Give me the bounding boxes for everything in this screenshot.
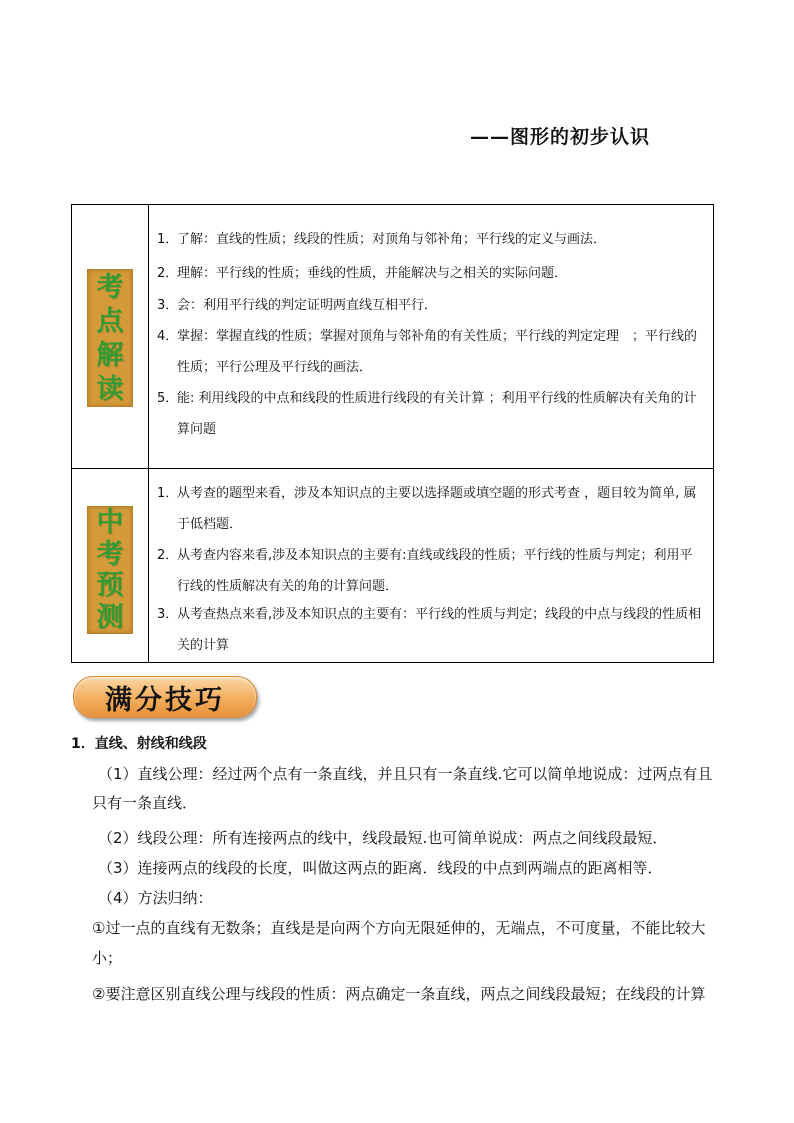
exam-points-tag — [87, 269, 133, 407]
paragraph-line: 小； — [92, 949, 123, 967]
tag-char: 考 — [96, 538, 124, 570]
exam-forecast-tag — [87, 506, 133, 634]
row-label-cell — [72, 468, 149, 662]
tag-char: 点 — [96, 305, 124, 337]
section-banner — [73, 676, 257, 718]
document-title: ——图形的初步认识 — [470, 126, 651, 148]
paragraph-line: ②要注意区别直线公理与线段的性质：两点确定一条直线，两点之间线段最短；在线段的计算 — [92, 985, 706, 1003]
list-item — [157, 478, 705, 540]
tag-char: 测 — [96, 601, 124, 633]
item-number: 2． — [157, 266, 179, 281]
paragraph-line: 只有一条直线． — [92, 794, 198, 812]
item-number: 1． — [157, 232, 179, 247]
table-row-exam-points — [72, 205, 713, 469]
item-text: 能: 利用线段的中点和线段的性质进行线段的有关计算 ；利用平行线的性质解决有关角的计算问题 — [177, 391, 697, 437]
tag-char: 中 — [96, 507, 124, 539]
paragraph-line: （2）线段公理：所有连接两点的线中，线段最短.也可简单说成：两点之间线段最短． — [98, 829, 668, 847]
item-text: 会：利用平行线的判定证明两直线互相平行． — [177, 298, 438, 313]
list-item — [157, 258, 705, 289]
item-number: 2． — [157, 548, 179, 563]
paragraph-line: （3）连接两点的线段的长度，叫做这两点的距离．线段的中点到两端点的距离相等． — [98, 859, 663, 877]
list-item — [157, 321, 705, 383]
list-item — [157, 599, 705, 661]
list-item — [157, 224, 705, 255]
table-row-exam-forecast — [72, 468, 713, 662]
section-heading: 1．直线、射线和线段 — [71, 736, 207, 752]
list-item — [157, 383, 705, 445]
paragraph-line: ①过一点的直线有无数条；直线是是向两个方向无限延伸的，无端点，不可度量，不能比较大 — [92, 919, 706, 937]
row-content-cell — [149, 468, 713, 662]
list-item — [157, 540, 705, 602]
item-text: 从考查内容来看,涉及本知识点的主要有:直线或线段的性质；平行线的性质与判定；利用平行线的性质解决有关的角的计算问题． — [177, 548, 693, 594]
tag-char: 读 — [96, 373, 124, 405]
exam-info-table — [71, 204, 714, 663]
tag-char: 解 — [96, 339, 124, 371]
tag-char: 预 — [96, 570, 124, 602]
item-number: 3． — [157, 298, 179, 313]
item-text: 从考查的题型来看，涉及本知识点的主要以选择题或填空题的形式考查 ，题目较为简单, 属于低档题． — [177, 486, 697, 532]
item-text: 理解：平行线的性质；垂线的性质，并能解决与之相关的实际问题． — [177, 266, 568, 281]
item-text: 从考查热点来看,涉及本知识点的主要有：平行线的性质与判定；线段的中点与线段的性质相关的计算 — [177, 607, 702, 653]
item-number: 4． — [157, 329, 179, 344]
paragraph-line: （4）方法归纳： — [98, 889, 213, 907]
item-text: 掌握：掌握直线的性质；掌握对顶角与邻补角的有关性质；平行线的判定定理 ；平行线的性质；平行公理及平行线的画法． — [177, 329, 698, 375]
item-number: 3． — [157, 607, 179, 622]
tag-char: 考 — [96, 271, 124, 303]
paragraph-line: （1）直线公理：经过两个点有一条直线，并且只有一条直线.它可以简单地说成：过两点有且 — [98, 765, 713, 783]
list-item — [157, 290, 705, 321]
item-number: 5． — [157, 391, 179, 406]
item-number: 1． — [157, 486, 179, 501]
banner-label: 满分技巧 — [105, 684, 225, 716]
row-label-cell — [72, 205, 149, 468]
row-content-cell — [149, 205, 713, 468]
item-text: 了解：直线的性质；线段的性质；对顶角与邻补角；平行线的定义与画法． — [177, 232, 607, 247]
